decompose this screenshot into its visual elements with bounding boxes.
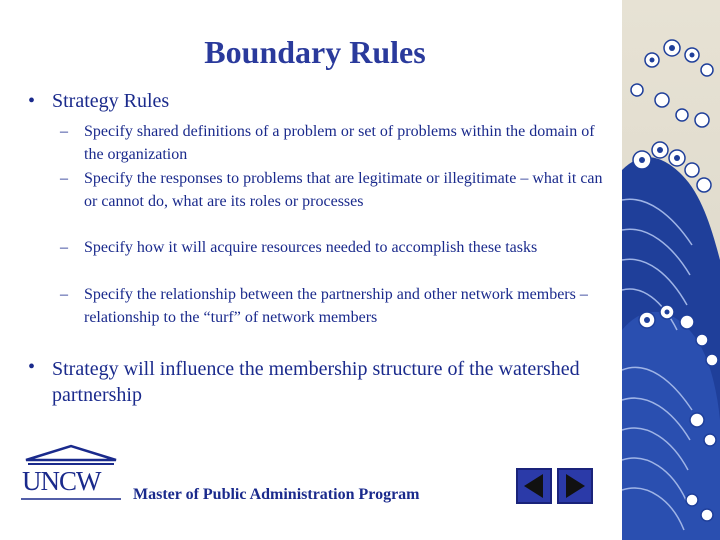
next-slide-button[interactable]: [557, 468, 593, 504]
sub-bullet-dash: –: [60, 239, 68, 256]
sub-bullet-text: Specify shared definitions of a problem or set of problems within the domain of the organization: [84, 123, 595, 163]
sub-bullet-dash: –: [60, 286, 68, 303]
sub-bullet-text: Specify how it will acquire resources needed to accomplish these tasks: [84, 239, 538, 256]
sub-bullet-item: [60, 236, 608, 259]
logo-text: UNCW: [22, 466, 101, 496]
bullet-dot: •: [28, 356, 36, 378]
sub-bullet-dash: –: [60, 123, 68, 140]
bullet-text: Strategy will influence the membership structure of the watershed partnership: [52, 358, 580, 406]
sub-bullet-item: [60, 283, 608, 329]
triangle-right-icon: [559, 470, 591, 502]
sub-bullet-item: [60, 167, 608, 213]
previous-slide-button[interactable]: [516, 468, 552, 504]
slide-title: Boundary Rules: [204, 34, 426, 70]
sub-bullet-text: Specify the responses to problems that are legitimate or illegitimate – what it can or cannot do, what are its roles or processes: [84, 170, 603, 210]
bullet-text: Strategy Rules: [52, 90, 170, 112]
sub-bullet-item: [60, 120, 608, 166]
wave-decoration: [622, 0, 720, 540]
footer-text: Master of Public Administration Program: [133, 486, 420, 503]
sub-bullet-dash: –: [60, 170, 68, 187]
sub-bullet-text: Specify the relationship between the partnership and other network members – relationship to the “turf” of network members: [84, 286, 588, 326]
bullet-dot: •: [28, 90, 36, 112]
bullet-item: [28, 90, 608, 113]
bullet-item: [28, 356, 608, 408]
uncw-logo: [18, 444, 124, 502]
triangle-left-icon: [518, 470, 550, 502]
